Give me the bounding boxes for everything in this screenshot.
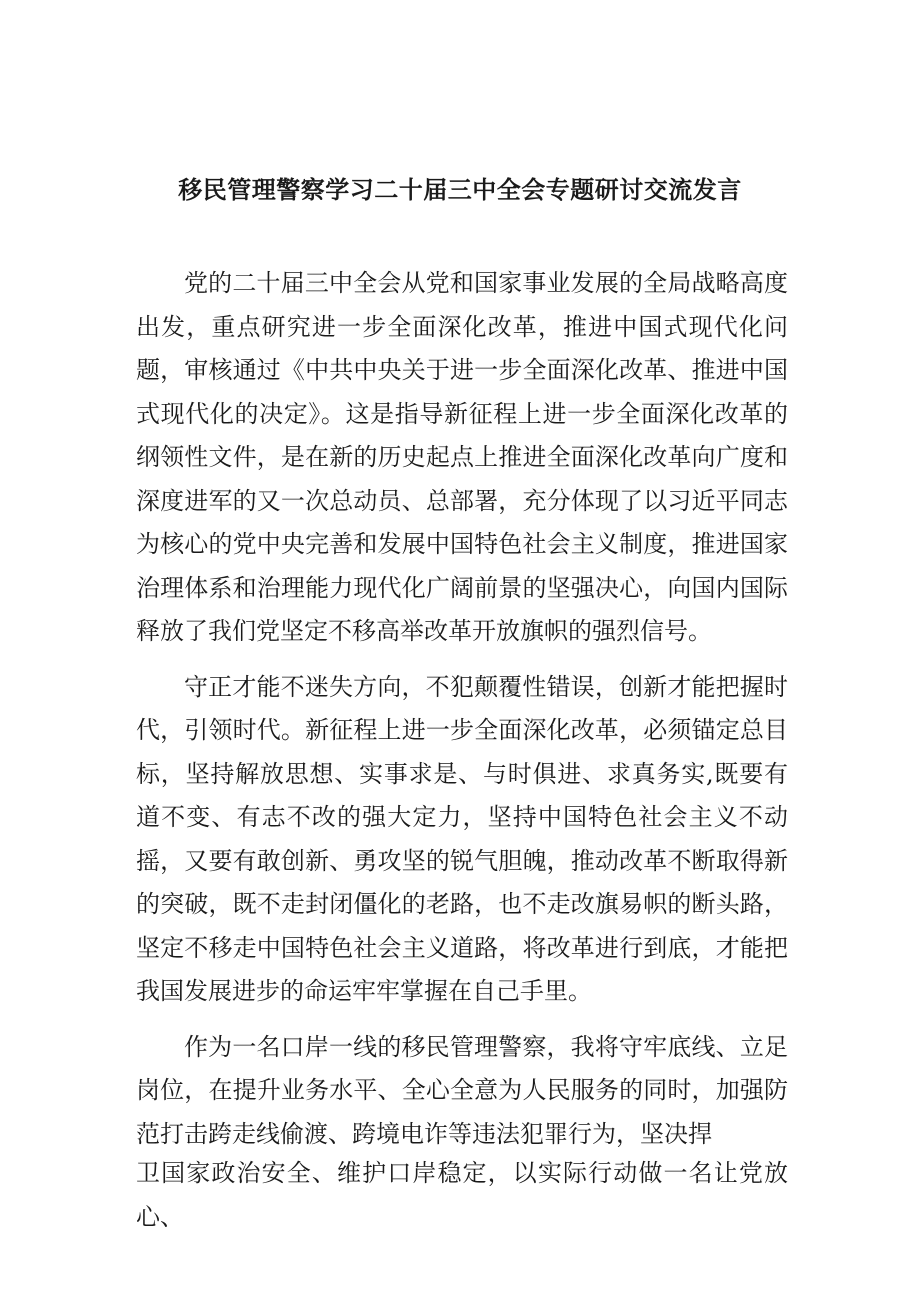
paragraph-3-continued: 卫国家政治安全、维护口岸稳定，以实际行动做一名让党放心、	[136, 1159, 788, 1231]
paragraph-1: 党的二十届三中全会从党和国家事业发展的全局战略高度出发，重点研究进一步全面深化改革，推进中国式现代化问题，审核通过《中共中央关于进一步全面深化改革、推进中国式现代化的决定》。这是指导新征程上进一步全面深化改革的纲领性文件，是在新的历史起点上推进全面深化改革向广度和深度进军的又一次总动员、总部署，充分体现了以习近平同志为核心的党中央完善和发展中国特色社会主义制度，推进国家治理体系和治理能力现代化广阔前景的坚强决心，向国内国际释放了我们党坚定不移高举改革开放旗帜的强烈信号。	[136, 269, 788, 645]
paragraph-3: 作为一名口岸一线的移民管理警察，我将守牢底线、立足岗位，在提升业务水平、全心全意为人民服务的同时，加强防范打击跨走线偷渡、跨境电诈等违法犯罪行为，坚决捍	[136, 1032, 788, 1148]
document-title: 移民管理警察学习二十届三中全会专题研讨交流发言	[178, 175, 742, 204]
paragraph-2: 守正才能不迷失方向，不犯颠覆性错误，创新才能把握时代，引领时代。新征程上进一步全面深化改革，必须锚定总目标，坚持解放思想、实事求是、与时俱进、求真务实,既要有道不变、有志不改的强大定力，坚持中国特色社会主义不动摇，又要有敢创新、勇攻坚的锐气胆魄，推动改革不断取得新的突破，既不走封闭僵化的老路，也不走改旗易帜的断头路，坚定不移走中国特色社会主义道路，将改革进行到底，才能把我国发展进步的命运牢牢掌握在自己手里。	[136, 672, 788, 1005]
document-body	[136, 262, 788, 1251]
